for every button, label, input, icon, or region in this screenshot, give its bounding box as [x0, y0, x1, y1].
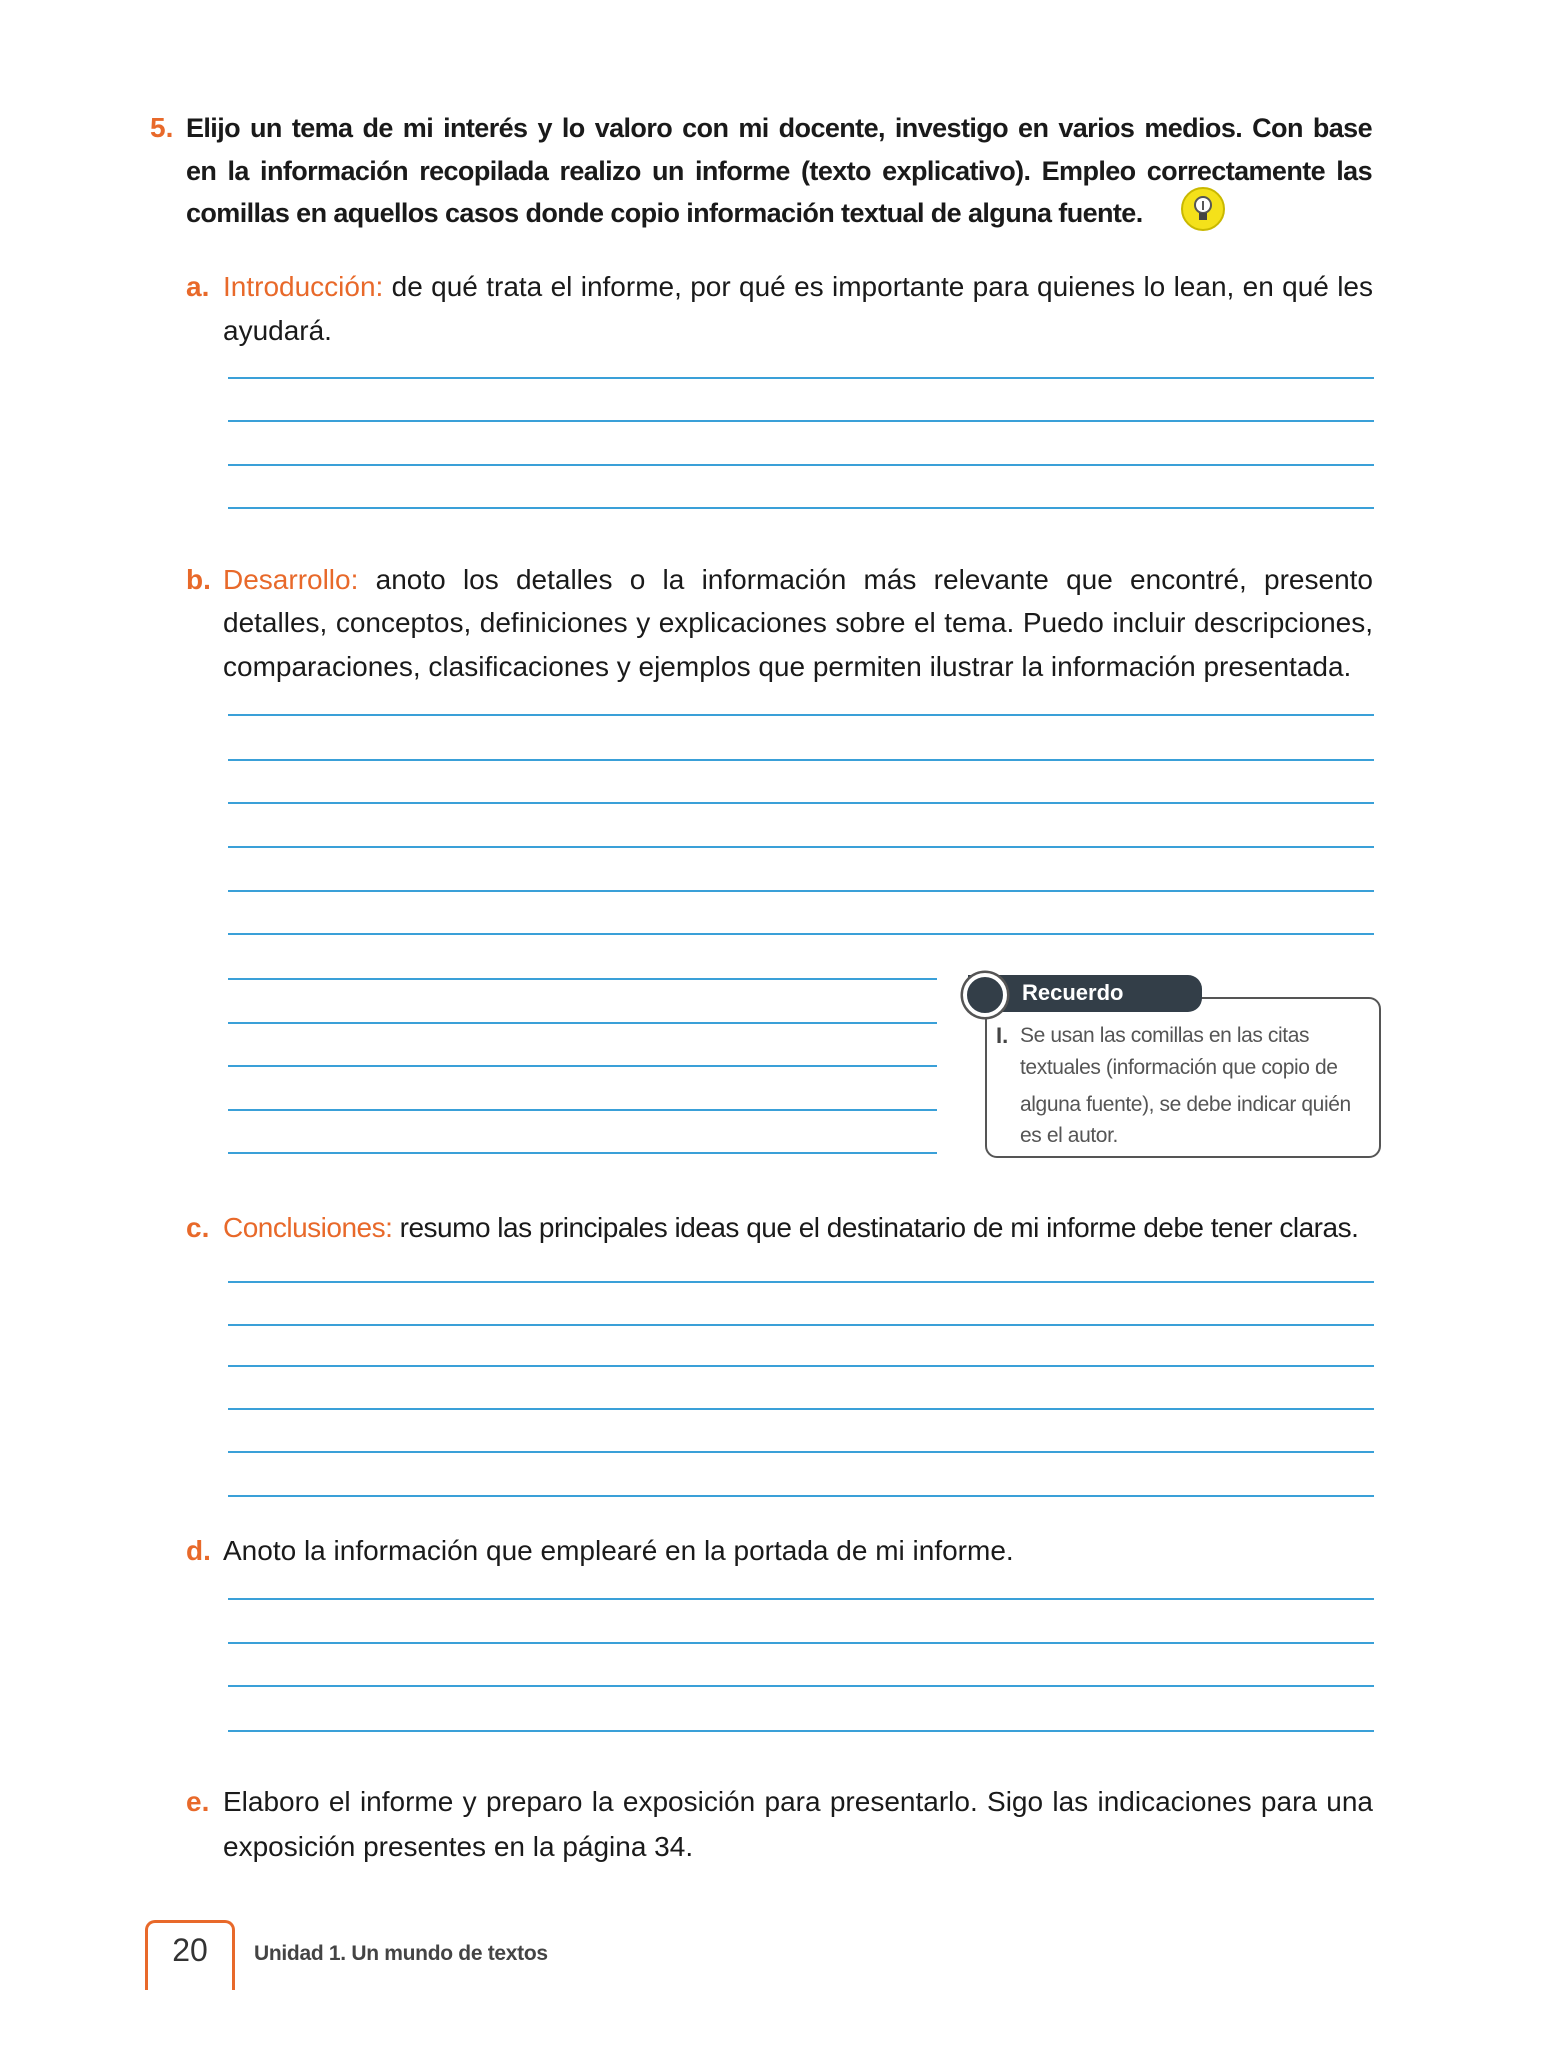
question-number: 5. — [150, 112, 174, 143]
item-b-text: anoto los detalles o la información más relevante que encontré, presento — [358, 564, 1373, 595]
answer-line[interactable] — [228, 1730, 1374, 1732]
answer-line[interactable] — [228, 1065, 937, 1067]
circle-icon — [963, 973, 1007, 1017]
item-c-text: resumo las principales ideas que el destinatario de mi informe debe tener claras. — [392, 1212, 1359, 1243]
recuerdo-text: Se usan las comillas en las citas — [1020, 1024, 1310, 1047]
item-letter-c: c. — [186, 1212, 210, 1243]
question-line: comillas en aquellos casos donde copio información textual de alguna fuente. — [186, 198, 1143, 228]
answer-line[interactable] — [228, 933, 1374, 935]
page-number: 20 — [172, 1932, 208, 1968]
answer-line[interactable] — [228, 1598, 1374, 1600]
item-letter-a: a. — [186, 271, 210, 302]
item-b-line — [223, 563, 1373, 597]
answer-line[interactable] — [228, 759, 1374, 761]
item-e-line: exposición presentes en la página 34. — [223, 1831, 694, 1862]
item-b-line: comparaciones, clasificaciones y ejemplos que permiten ilustrar la información presentada. — [223, 651, 1352, 682]
item-a-line: ayudará. — [223, 315, 332, 346]
answer-line[interactable] — [228, 464, 1374, 466]
answer-line[interactable] — [228, 1022, 937, 1024]
lightbulb-icon — [1180, 186, 1226, 232]
recuerdo-text: textuales (información que copio de — [1020, 1056, 1338, 1079]
item-b-line: detalles, conceptos, definiciones y explicaciones sobre el tema. Puedo incluir descripciones, — [223, 607, 1373, 638]
answer-line[interactable] — [228, 1324, 1374, 1326]
item-letter-d: d. — [186, 1535, 211, 1566]
answer-line[interactable] — [228, 1495, 1374, 1497]
answer-line[interactable] — [228, 846, 1374, 848]
item-c-label: Conclusiones: — [223, 1212, 393, 1243]
answer-line[interactable] — [228, 1642, 1374, 1644]
answer-line[interactable] — [228, 507, 1374, 509]
item-letter-b: b. — [186, 564, 211, 595]
question-line: en la información recopilada realizo un informe (texto explicativo). Empleo correctamente las — [186, 156, 1372, 186]
item-b-label: Desarrollo: — [223, 564, 359, 595]
answer-line[interactable] — [228, 377, 1374, 379]
answer-line[interactable] — [228, 1365, 1374, 1367]
answer-line[interactable] — [228, 714, 1374, 716]
item-d-text: Anoto la información que emplearé en la portada de mi informe. — [223, 1535, 1014, 1566]
item-a-line — [223, 270, 1373, 304]
recuerdo-title: Recuerdo — [1022, 980, 1124, 1005]
question-line: Elijo un tema de mi interés y lo valoro con mi docente, investigo en varios medios. Con base — [186, 113, 1372, 143]
item-e-line: Elaboro el informe y preparo la exposición para presentarlo. Sigo las indicaciones para una — [223, 1786, 1373, 1817]
answer-line[interactable] — [228, 890, 1374, 892]
answer-line[interactable] — [228, 1408, 1374, 1410]
recuerdo-text: alguna fuente), se debe indicar quién — [1020, 1093, 1351, 1116]
answer-line[interactable] — [228, 802, 1374, 804]
answer-line[interactable] — [228, 1281, 1374, 1283]
answer-line[interactable] — [228, 1451, 1374, 1453]
item-letter-e: e. — [186, 1786, 210, 1817]
recuerdo-number: I. — [996, 1023, 1009, 1048]
answer-line[interactable] — [228, 1109, 937, 1111]
answer-line[interactable] — [228, 1685, 1374, 1687]
unit-title: Unidad 1. Un mundo de textos — [254, 1942, 548, 1965]
answer-line[interactable] — [228, 1152, 937, 1154]
answer-line[interactable] — [228, 420, 1374, 422]
item-a-text: de qué trata el informe, por qué es importante para quienes lo lean, en qué les — [383, 271, 1373, 302]
item-c-line — [223, 1211, 1373, 1245]
item-a-label: Introducción: — [223, 271, 384, 302]
answer-line[interactable] — [228, 978, 937, 980]
recuerdo-text: es el autor. — [1020, 1124, 1118, 1147]
